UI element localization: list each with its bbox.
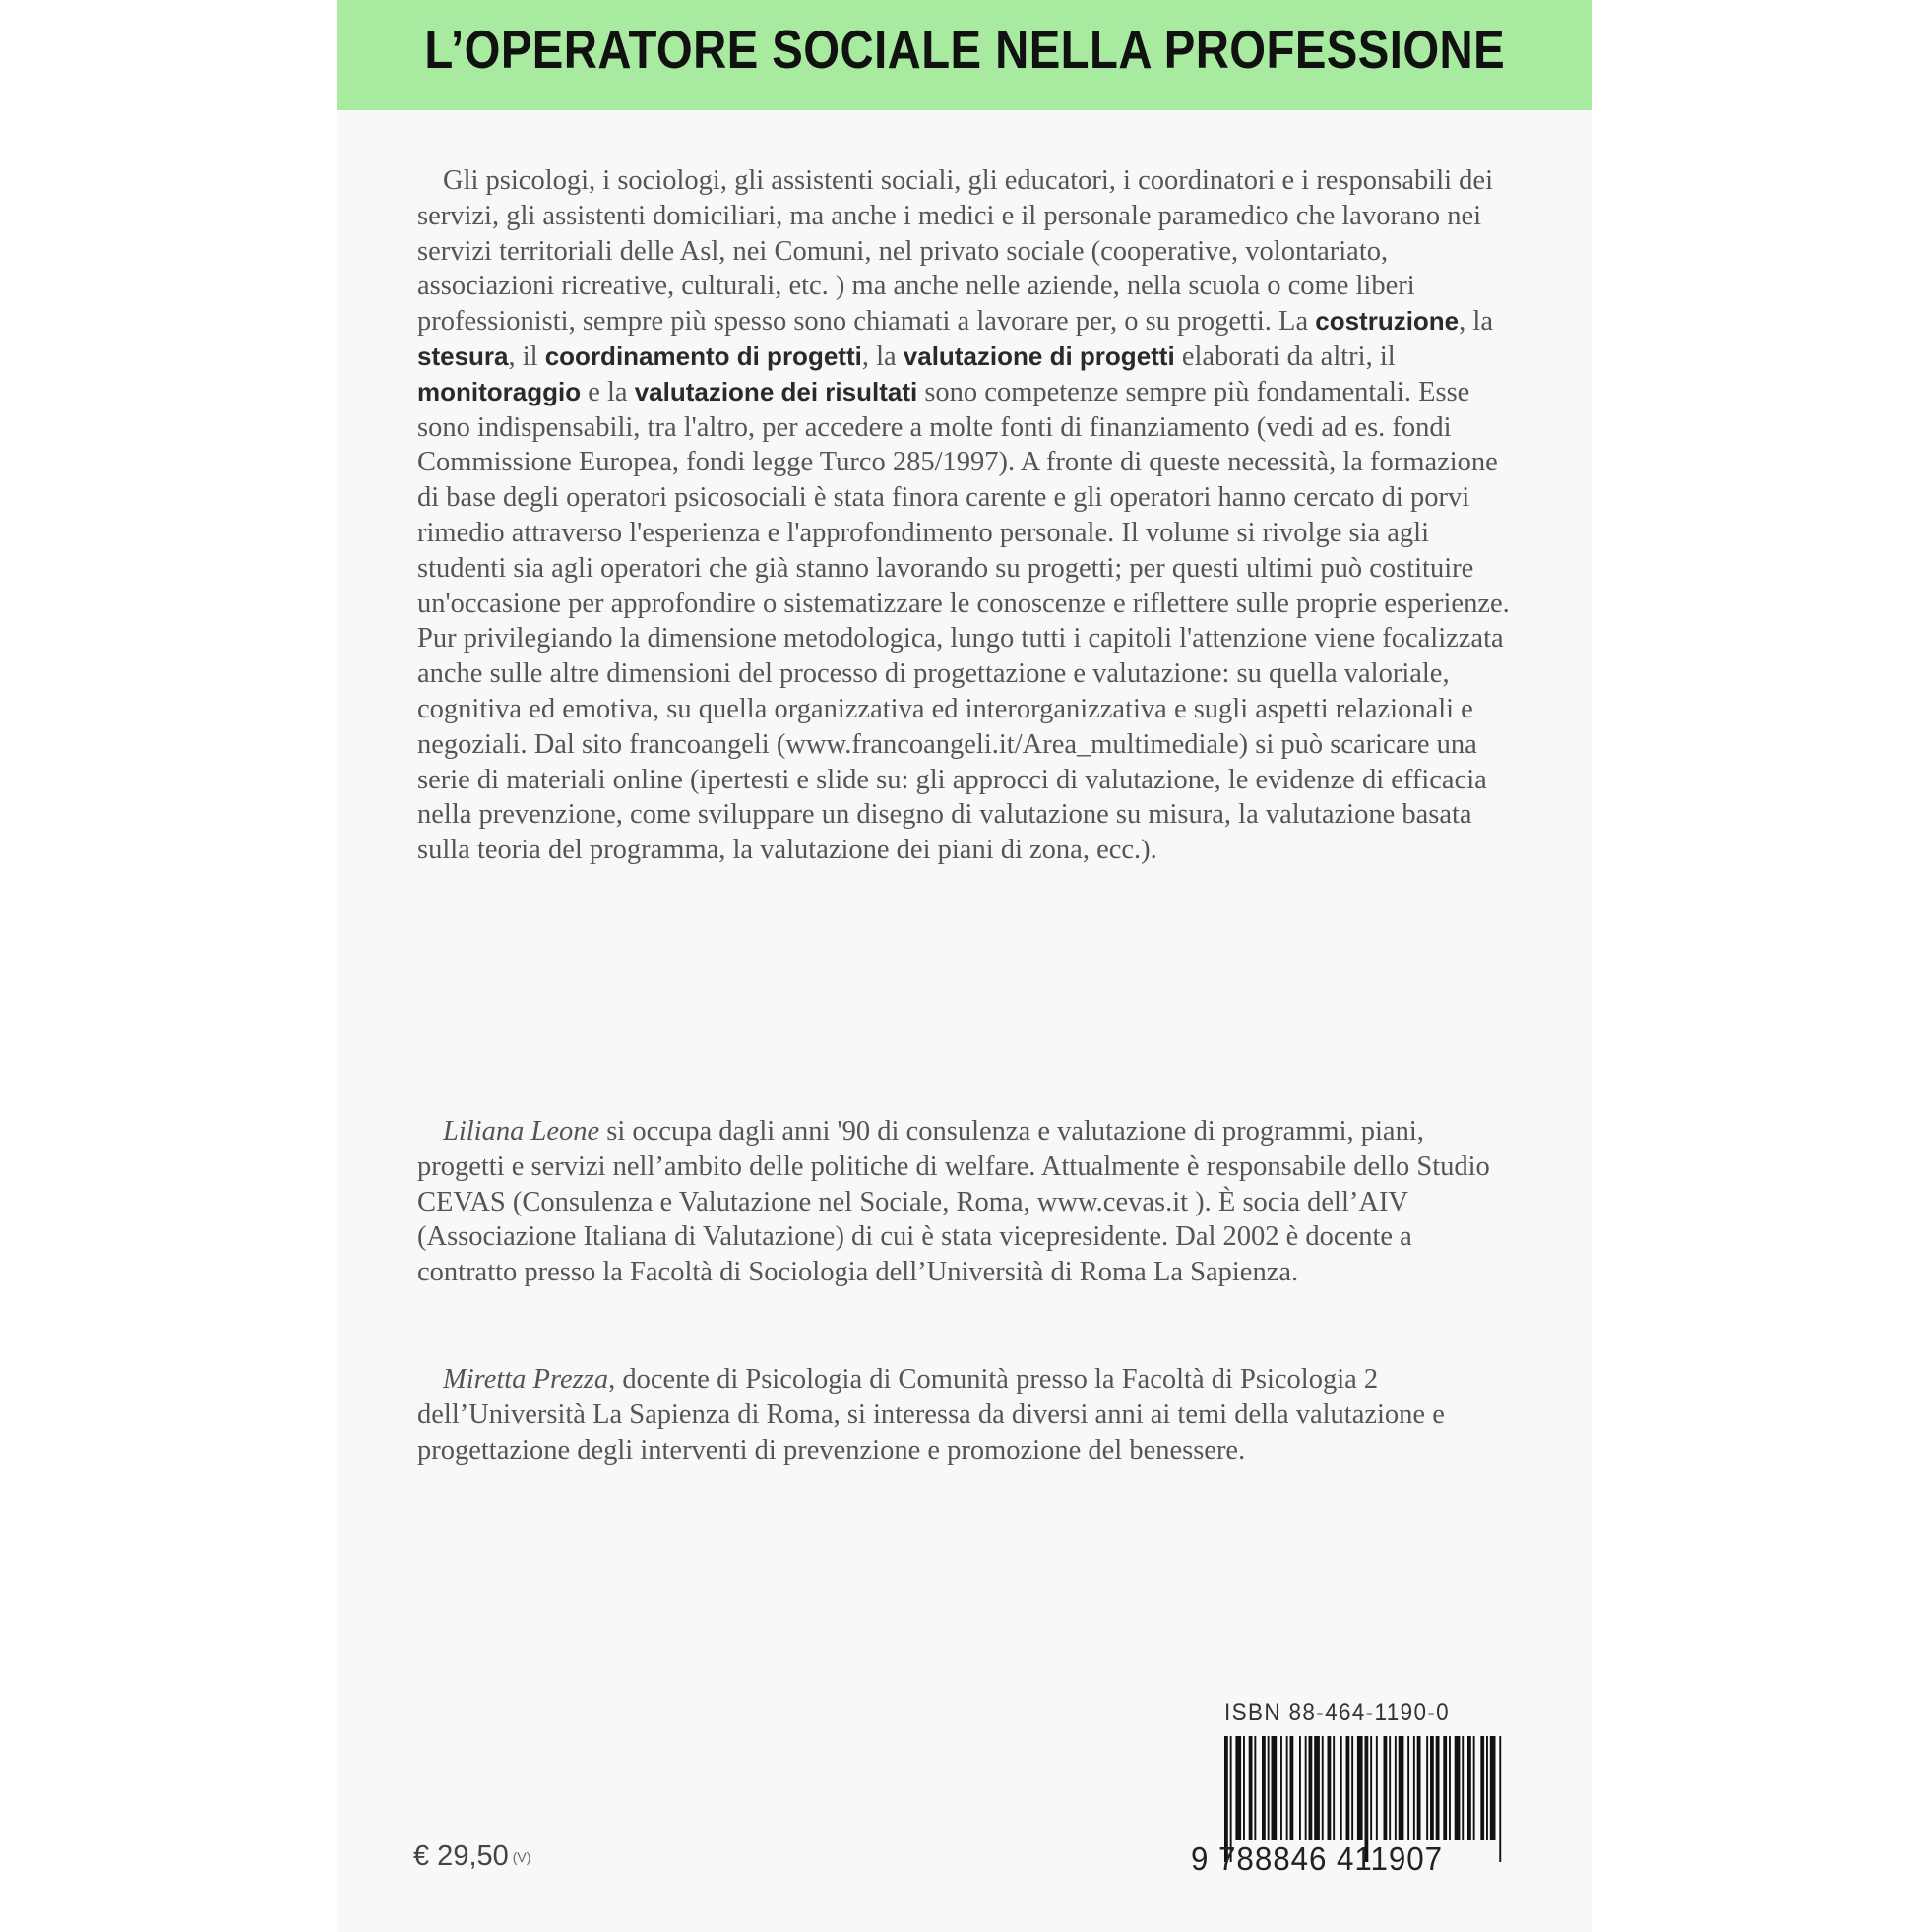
price-value: € 29,50 [413,1840,509,1872]
text-run: , docente di Psicologia di Comunità presso la Facoltà di Psicologia 2 dell’Università La Sapienza di Roma, si interessa da diversi anni ai temi della valutazione e progettazione degli interventi di prevenzione e promozione del benessere. [417,1364,1445,1465]
barcode-bar [1340,1736,1342,1840]
barcode-bar [1449,1736,1451,1840]
bold-term: costruzione [1315,306,1460,337]
text-run: sono competenze sempre più fondamentali. Esse sono indispensabili, tra l'altro, per accedere a molte fonti di finanziamento (vedi ad es. fondi Commissione Europea, fondi legge Turco 285/1997). A fronte di queste necessità, la formazione di base degli operatori psicosociali è stata finora carente e gli operatori hanno cercato di porvi rimedio attraverso l'esperienza e l'approfondimento personale. Il volume si rivolge sia agli studenti sia agli operatori che già stanno lavorando su progetti; per questi ultimi può costituire un'occasione per approfondire o sistematizzare le conoscenze e riflettere sulle proprie esperienze. Pur privilegiando la dimensione metodologica, lungo tutti i capitoli l'attenzione viene focalizzata anche sulle altre dimensioni del processo di progettazione e valutazione: su quella valoriale, cognitiva ed emotiva, su quella organizzativa ed interorganizzativa e sugli aspetti relazionali e negoziali. Dal sito francoangeli (www.francoangeli.it/Area_multimediale) si può scaricare una serie di materiali online (ipertesti e slide su: gli approcci di valutazione, le evidenze di efficacia nella prevenzione, come sviluppare un disegno di valutazione su misura, la valutazione basata sulla teoria del programma, la valutazione dei piani di zona, ecc.). [417,376,1510,866]
barcode-digits: 9 788846 411907 [1191,1840,1444,1877]
author-bio-prezza [417,1362,1510,1467]
barcode-bar [1370,1736,1372,1840]
barcode-bar [1314,1736,1320,1840]
author-name: Miretta Prezza [443,1364,609,1395]
isbn-label: ISBN 88-464-1190-0 [1224,1699,1451,1726]
barcode-bar [1290,1736,1294,1840]
barcode-bar [1413,1736,1415,1840]
barcode-bar [1322,1736,1324,1840]
barcode-bar [1268,1736,1270,1840]
barcode-bar [1399,1736,1404,1840]
barcode-bar [1333,1736,1335,1840]
barcode-bar [1351,1736,1353,1840]
bold-term: stesura [417,341,509,371]
barcode-bar [1280,1736,1282,1840]
barcode-bar [1395,1736,1397,1840]
barcode-bar [1254,1736,1256,1840]
barcode-bar [1299,1736,1301,1840]
barcode-bar [1490,1736,1496,1840]
text-run: , la [861,341,904,372]
barcode-bar [1243,1736,1245,1840]
barcode-bar [1499,1736,1501,1862]
barcode-bar [1305,1736,1307,1840]
barcode-bar [1272,1736,1278,1840]
text-run: si occupa dagli anni '90 di consulenza e valutazione di programmi, piani, progetti e servizi nell’ambito delle politiche di welfare. Attualmente è responsabile dello Studio CEVAS (Consulenza e Valutazione nel Sociale, Roma, www.cevas.it ). È socia dell’AIV (Associazione Italiana di Valutazione) di cui è stata vicepresidente. Dal 2002 è docente a contratto presso la Facoltà di Sociologia dell’Università di Roma La Sapienza. [417,1116,1490,1288]
barcode-bar [1480,1736,1484,1840]
barcode-bar [1346,1736,1350,1840]
barcode-bar [1384,1736,1388,1840]
text-run: elaborati da altri, il [1174,341,1396,372]
bold-term: valutazione dei risultati [634,376,918,406]
barcode-bar [1328,1736,1332,1840]
barcode-bar [1486,1736,1488,1840]
barcode-bar [1443,1736,1447,1840]
series-title: L’OPERATORE SOCIALE NELLA PROFESSIONE [424,19,1506,80]
book-description [417,163,1510,868]
text-run: , il [508,341,545,372]
series-header-band [337,0,1592,110]
barcode-bar [1455,1736,1461,1840]
book-back-cover [337,0,1592,1932]
barcode-bar [1407,1736,1409,1840]
text-run: e la [581,376,635,407]
barcode-bar [1417,1736,1421,1840]
barcode-bar [1249,1736,1253,1840]
barcode-bar [1262,1736,1266,1840]
bold-term: coordinamento di progetti [544,341,862,371]
price-label [413,1840,530,1873]
barcode-bar [1473,1736,1475,1840]
barcode-bar [1436,1736,1440,1840]
barcode-bar [1389,1736,1391,1840]
barcode-bar [1467,1736,1471,1840]
author-bio-leone [417,1114,1510,1290]
bold-term: monitoraggio [417,376,582,406]
author-name: Liliana Leone [443,1116,600,1147]
barcode-bar [1462,1736,1464,1840]
vat-mark: (V) [512,1849,531,1866]
text-run: , la [1459,306,1493,338]
bold-term: valutazione di progetti [903,341,1175,371]
barcode-bar [1376,1736,1378,1840]
barcode-bar [1235,1736,1241,1840]
barcode-bar [1430,1736,1434,1840]
barcode-bar [1357,1736,1363,1840]
barcode-bar [1426,1736,1428,1840]
text-run: Gli psicologi, i sociologi, gli assistenti sociali, gli educatori, i coordinatori e i responsabili dei servizi, gli assistenti domiciliari, ma anche i medici e il personale paramedico che lavorano nei servizi territoriali delle Asl, nei Comuni, nel privato sociale (cooperative, volontariato, associazioni ricreative, culturali, etc. ) ma anche nelle aziende, nella scuola o come liberi professionisti, sempre più spesso sono chiamati a lavorare per, o su progetti. La [417,165,1493,338]
barcode-bar [1286,1736,1288,1840]
barcode-bar [1309,1736,1313,1840]
